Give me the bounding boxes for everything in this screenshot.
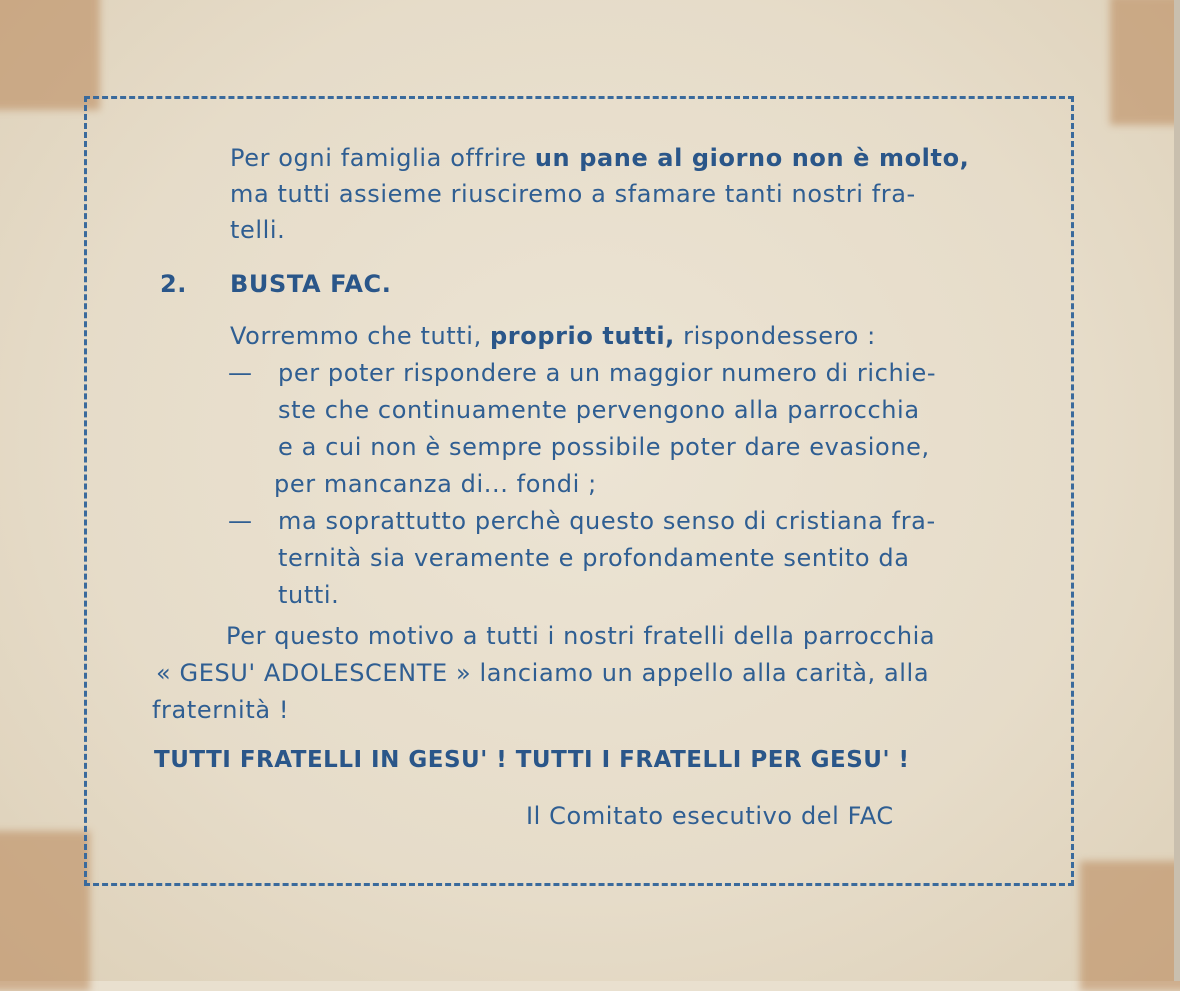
paragraph-3-line-2: « GESU' ADOLESCENTE » lanciamo un appello alla carità, alla	[156, 659, 930, 687]
tape-stain-top-left	[0, 0, 100, 110]
list-item-2-line-3: tutti.	[278, 581, 340, 609]
tape-stain-bottom-right	[1080, 861, 1180, 991]
list-dash-1: —	[228, 359, 253, 387]
list-item-2-line-2: ternità sia veramente e profondamente sentito da	[278, 544, 910, 572]
paragraph-3-line-1: Per questo motivo a tutti i nostri fratelli della parrocchia	[226, 622, 936, 650]
motto: TUTTI FRATELLI IN GESU' ! TUTTI I FRATELLI PER GESU' !	[154, 747, 910, 773]
list-item-1-line-3: e a cui non è sempre possibile poter dare evasione,	[278, 433, 930, 461]
paragraph-2-intro: Vorremmo che tutti, proprio tutti, rispondessero :	[230, 322, 876, 350]
signature: Il Comitato esecutivo del FAC	[526, 802, 894, 830]
list-item-1-line-2: ste che continuamente pervengono alla parrocchia	[278, 396, 920, 424]
section-title: BUSTA FAC.	[230, 270, 392, 298]
list-item-2-line-1: ma soprattutto perchè questo senso di cristiana fra-	[278, 507, 936, 535]
page-edge	[1174, 0, 1180, 981]
paragraph-1-line-2: ma tutti assieme riusciremo a sfamare tanti nostri fra-	[230, 180, 916, 208]
tape-stain-top-right	[1110, 0, 1180, 125]
tape-stain-bottom-left	[0, 831, 90, 991]
list-item-1-line-1: per poter rispondere a un maggior numero di richie-	[278, 359, 937, 387]
paragraph-3-line-3: fraternità !	[152, 696, 290, 724]
list-dash-2: —	[228, 507, 253, 535]
paragraph-1-line-1: Per ogni famiglia offrire un pane al giorno non è molto,	[230, 144, 970, 172]
section-number: 2.	[160, 270, 188, 298]
paragraph-1-line-3: telli.	[230, 216, 286, 244]
list-item-1-line-4: per mancanza di... fondi ;	[274, 470, 597, 498]
